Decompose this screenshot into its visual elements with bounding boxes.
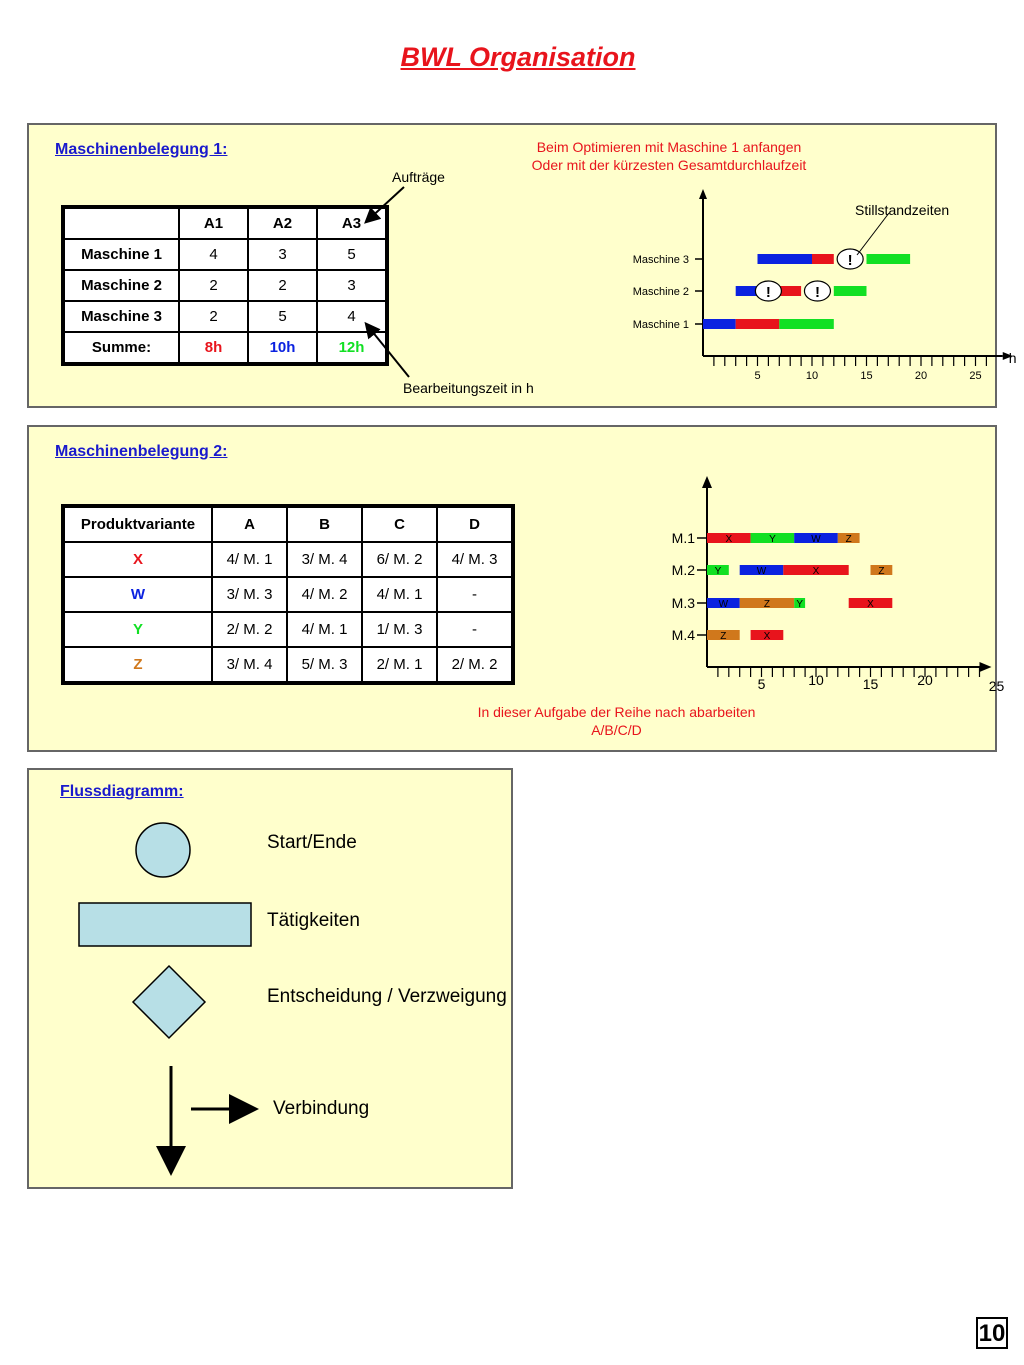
table-row [63,577,513,612]
table-cell: 5/ M. 3 [287,647,362,683]
gantt-bar-label: W [756,566,767,577]
gantt-bar [812,254,834,264]
y-tick-label: M.2 [671,562,695,578]
gantt-bar-label: Z [878,566,885,577]
legend-connection: Verbindung [273,1098,370,1119]
page-title: BWL Organisation [400,42,636,72]
gantt-bar [736,319,780,329]
gantt-bar [703,319,736,329]
legend-activities: Tätigkeiten [267,910,360,931]
gantt-bar-label: X [763,631,771,642]
gantt-bar-label: W [718,599,729,610]
panel-flussdiagramm [27,768,513,1189]
table-cell: 3/ M. 4 [212,647,287,683]
y-tick-label: Maschine 3 [632,254,689,266]
row-label: Maschine 1 [63,239,179,270]
annotation-orders: Aufträge [392,169,445,185]
x-tick-label: 10 [808,672,824,688]
x-tick-label: 15 [862,676,879,692]
gantt-bar [758,254,813,264]
table-cell: 5 [317,239,387,270]
y-tick-label: Maschine 2 [632,286,689,298]
y-tick-label: Maschine 1 [632,319,689,331]
x-tick-label: 5 [757,676,766,692]
gantt-bar-label: X [867,599,874,610]
gantt-bar-label: Y [796,599,803,610]
variant-label: Y [63,612,212,647]
sum-cell: 8h [179,332,248,364]
table-cell: 2 [248,270,317,301]
table-cell: 6/ M. 2 [362,542,437,577]
idle-callout-line [857,213,889,255]
table-cell: 4/ M. 3 [437,542,513,577]
panel-maschinenbelegung-2 [27,425,1005,752]
table-cell: 2/ M. 2 [212,612,287,647]
table-cell: 3 [248,239,317,270]
table-cell: 4 [317,301,387,332]
y-tick-label: M.3 [671,595,695,611]
legend-start-end: Start/Ende [267,832,357,853]
table-cell: 2 [179,301,248,332]
table-row [63,647,513,683]
table-cell: 3/ M. 3 [212,577,287,612]
gantt-bar-label: Y [769,534,776,545]
gantt-bar [834,286,867,296]
gantt-bar-label: X [812,566,820,577]
table-header: A2 [248,207,317,239]
x-unit-label: h [1008,350,1017,366]
start-end-shape [136,823,190,877]
row-label: Maschine 2 [63,270,179,301]
decision-shape [133,966,205,1038]
gantt-bar-label: Z [720,631,727,642]
note-line: Oder mit der kürzesten Gesamtdurchlaufzeit [531,157,807,173]
annotation-processing-time: Bearbeitungszeit in h [403,380,534,396]
y-axis-arrowhead [699,189,707,199]
y-tick-label: M.4 [671,627,695,643]
gantt-bar-label: W [811,534,821,545]
note-line: In dieser Aufgabe der Reihe nach abarbeiten [477,704,756,720]
gantt-bar-label: Y [714,566,722,577]
x-tick-label: 25 [969,370,982,382]
table-header: C [362,506,437,542]
y-tick-label: M.1 [671,530,695,546]
table-row [63,612,513,647]
table-cell: 4/ M. 2 [287,577,362,612]
gantt-bar [779,319,834,329]
x-tick-label: 15 [860,370,873,382]
gantt-bar-label: X [725,534,733,545]
activity-shape [79,903,251,946]
gantt-bar [779,286,801,296]
x-tick-label: 25 [988,678,1005,694]
table-header: A1 [179,207,248,239]
table-cell: 2 [179,270,248,301]
table-cell: 2/ M. 1 [362,647,437,683]
table-header: D [437,506,513,542]
table-header: B [287,506,362,542]
table-cell: 4/ M. 1 [212,542,287,577]
legend-decision: Entscheidung / Verzweigung [267,986,507,1007]
arrow-processing-time [367,325,409,377]
section-title: Flussdiagramm: [60,783,184,800]
section-title: Maschinenbelegung 2: [55,443,228,460]
idle-marker-label: ! [847,252,853,269]
arrow-orders [367,187,404,221]
row-label: Maschine 3 [63,301,179,332]
processing-order-note [429,703,804,739]
table-cell: 1/ M. 3 [362,612,437,647]
table-cell: 4/ M. 1 [362,577,437,612]
idle-marker-label: ! [765,284,771,301]
table-cell: 4 [179,239,248,270]
table-cell: 5 [248,301,317,332]
table-cell: - [437,577,513,612]
table-cell: - [437,612,513,647]
page-number: 10 [976,1317,1008,1349]
gantt-bar [867,254,911,264]
product-variant-table [61,504,515,685]
table-cell: 3 [317,270,387,301]
note-line: A/B/C/D [591,722,642,738]
table-header: A3 [317,207,387,239]
x-tick-label: 20 [917,672,933,688]
gantt-bar [736,286,758,296]
panel-maschinenbelegung-1 [27,123,1017,408]
gantt-chart-1 [589,185,1017,385]
idle-marker-label: ! [814,284,820,301]
note-line: Beim Optimieren mit Maschine 1 anfangen [536,139,802,155]
idle-times-label: Stillstandzeiten [855,202,950,218]
variant-label: W [63,577,212,612]
optimization-note [469,138,869,174]
variant-label: X [63,542,212,577]
table-row [63,542,513,577]
x-tick-label: 10 [805,370,819,382]
gantt-chart-2 [629,472,1005,702]
table-cell: 4/ M. 1 [287,612,362,647]
x-tick-label: 20 [914,370,928,382]
table-header: Produktvariante [63,506,212,542]
variant-label: Z [63,647,212,683]
table-cell: 3/ M. 4 [287,542,362,577]
gantt-bar-label: Z [845,534,852,545]
x-tick-label: 5 [754,370,761,382]
sum-cell: 12h [317,332,387,364]
table-cell: 2/ M. 2 [437,647,513,683]
section-title: Maschinenbelegung 1: [55,141,228,158]
gantt-bar-label: Z [763,599,771,610]
y-axis-arrowhead [702,476,712,488]
sum-label: Summe: [63,332,179,364]
x-axis-arrowhead [980,662,992,672]
table-header: A [212,506,287,542]
sum-cell: 10h [248,332,317,364]
